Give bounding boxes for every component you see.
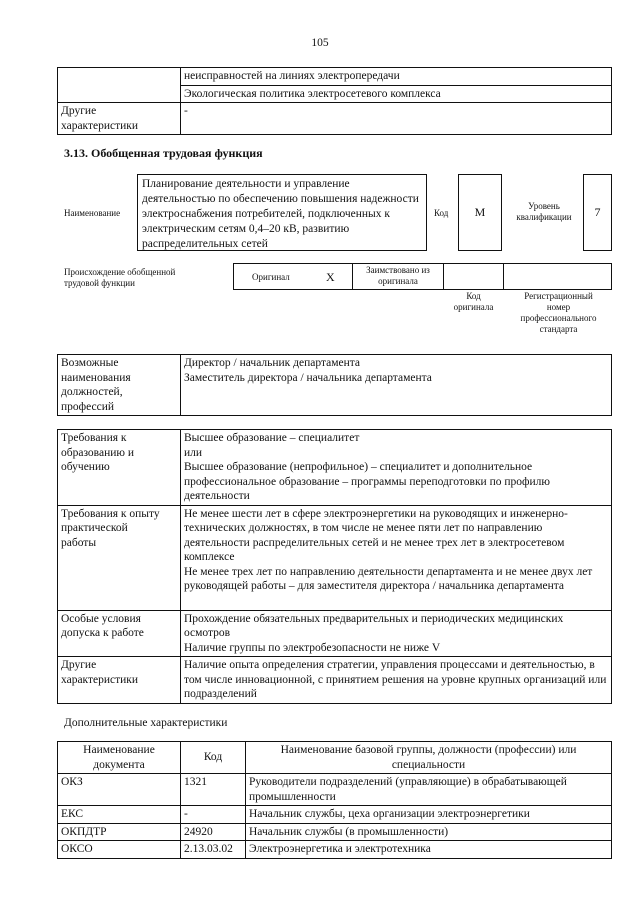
table-row xyxy=(58,841,612,859)
reg-number-label: Регистрационный номер профессионального стандарта xyxy=(520,291,597,334)
doc-cell: ОКЗ xyxy=(58,774,181,806)
requirement-value: Высшее образование – специалитет или Высшее образование (непрофильное) – специалитет и дополнительное профессиональное образование – программы переподготовки по профилю деятельности xyxy=(181,430,612,506)
name-cell: Начальник службы, цеха организации электроэнергетики xyxy=(246,806,612,824)
code-label: Код xyxy=(434,208,449,218)
additional-table xyxy=(57,741,612,859)
table-row xyxy=(58,505,612,610)
requirements-table xyxy=(57,429,612,704)
gtf-code-value xyxy=(458,174,502,251)
table-row xyxy=(58,657,612,704)
top-table-line: Экологическая политика электросетевого комплекса xyxy=(184,87,441,100)
gtf-level-value xyxy=(583,174,612,251)
positions-label: Возможные наименования должностей, профессий xyxy=(58,355,181,416)
code-cell: 1321 xyxy=(181,774,246,806)
requirement-label: Другие характеристики xyxy=(58,657,181,704)
header-code: Код xyxy=(181,742,246,774)
code-cell: 2.13.03.02 xyxy=(181,841,246,859)
table-row xyxy=(58,823,612,841)
positions-table xyxy=(57,354,612,416)
origin-divider xyxy=(503,263,504,290)
table-row xyxy=(58,774,612,806)
positions-value: Директор / начальник департамента Заместитель директора / начальника департамента xyxy=(181,355,612,416)
gtf-name-value: Планирование деятельности и управление деятельностью по обеспечению повышения надежности электроснабжения потребителей, подключенных к электрическим сетям 0,4–20 кВ, развитию распределительных сетей xyxy=(137,174,427,251)
section-title: 3.13. Обобщенная трудовая функция xyxy=(64,146,263,160)
name-cell: Электроэнергетика и электротехника xyxy=(246,841,612,859)
requirement-label: Особые условия допуска к работе xyxy=(58,610,181,657)
gtf-level-text: 7 xyxy=(594,205,601,219)
top-table-line: неисправностей на линиях электропередачи xyxy=(181,68,611,86)
top-table-right-cell: - xyxy=(181,103,612,135)
name-cell: Руководители подразделений (управляющие) в обрабатывающей промышленности xyxy=(246,774,612,806)
code-cell: 24920 xyxy=(181,823,246,841)
borrowed-label: Заимствовано из оригинала xyxy=(366,265,430,286)
original-label: Оригинал xyxy=(252,272,290,282)
original-mark: X xyxy=(326,270,335,284)
top-table-left-cell xyxy=(58,68,181,103)
requirement-label: Требования к опыту практической работы xyxy=(58,505,181,610)
table-row xyxy=(58,355,612,416)
header-name: Наименование базовой группы, должности (профессии) или специальности xyxy=(246,742,612,774)
requirement-label: Требования к образованию и обучению xyxy=(58,430,181,506)
top-table-right-cell xyxy=(181,68,612,103)
name-label: Наименование xyxy=(64,208,121,218)
additional-title: Дополнительные характеристики xyxy=(64,717,228,729)
level-label: Уровень квалификации xyxy=(516,201,572,222)
doc-cell: ОКПДТР xyxy=(58,823,181,841)
code-cell: - xyxy=(181,806,246,824)
table-row xyxy=(58,430,612,506)
name-cell: Начальник службы (в промышленности) xyxy=(246,823,612,841)
top-table xyxy=(57,67,612,135)
gtf-code-text: M xyxy=(474,205,486,219)
doc-cell: ОКСО xyxy=(58,841,181,859)
table-row xyxy=(58,806,612,824)
table-row xyxy=(58,103,612,135)
header-document: Наименование документа xyxy=(58,742,181,774)
table-header-row xyxy=(58,742,612,774)
code-original-label: Код оригинала xyxy=(453,291,494,312)
page-number: 105 xyxy=(311,37,329,49)
top-table-left-cell: Другие характеристики xyxy=(58,103,181,135)
doc-cell: ЕКС xyxy=(58,806,181,824)
table-row xyxy=(58,68,612,103)
requirement-value: Прохождение обязательных предварительных и периодических медицинских осмотров Наличие группы по электробезопасности не ниже V xyxy=(181,610,612,657)
table-row xyxy=(58,610,612,657)
origin-divider xyxy=(443,263,444,290)
requirement-value: Наличие опыта определения стратегии, управления процессами и деятельностью, в том числе инновационной, с принятием решения на уровне крупных организаций или подразделений xyxy=(181,657,612,704)
requirement-value: Не менее шести лет в сфере электроэнергетики на руководящих и инженерно-технических должностях, в том числе не менее пяти лет по направлению деятельности распределительных сетей и не менее трех лет в электросетевом комплексе Не менее трех лет по направлению деятельности департамента и не менее двух лет руководящей работы – для заместителя директора / начальника департамента xyxy=(181,505,612,610)
origin-label: Происхождение обобщенной трудовой функции xyxy=(64,267,176,288)
